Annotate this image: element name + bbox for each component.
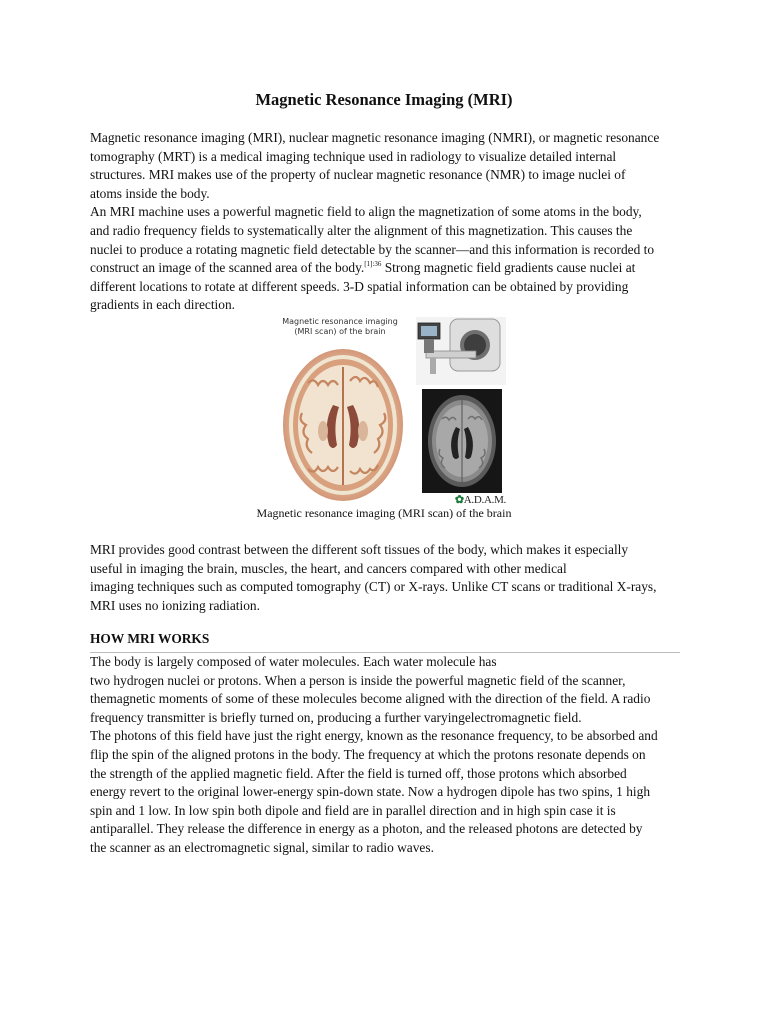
mri-scan-image — [422, 389, 502, 493]
figure-label — [270, 317, 410, 337]
text-line: An MRI machine uses a powerful magnetic field to align the magnetization of some atoms in the body, — [90, 204, 642, 220]
adam-logo — [455, 493, 506, 506]
figure-label-line: Magnetic resonance imaging — [282, 317, 398, 326]
text-line: Magnetic resonance imaging (MRI), nuclear magnetic resonance imaging (NMRI), or magnetic resonance — [90, 130, 660, 145]
intro-paragraph — [90, 129, 690, 315]
how-mri-works-paragraph — [90, 653, 690, 858]
text-line: MRI uses no ionizing radiation. — [90, 597, 260, 613]
text-line: atoms inside the body. — [90, 185, 210, 201]
page-title: Magnetic Resonance Imaging (MRI) — [255, 90, 513, 109]
text-line: energy revert to the original lower-energy spin-down state. Now a hydrogen dipole has two spins, 1 high — [90, 784, 651, 800]
text-line: the scanner as an electromagnetic signal, similar to radio waves. — [90, 839, 434, 855]
text-line: imaging techniques such as computed tomography (CT) or X-rays. Unlike CT scans or traditional X-rays, — [90, 579, 657, 595]
text-line: flip the spin of the aligned protons in the body. The frequency at which the protons resonate depends on — [90, 746, 646, 762]
text-line: gradients in each direction. — [90, 297, 236, 313]
contrast-paragraph — [90, 541, 690, 615]
text-line: useful in imaging the brain, muscles, the heart, and cancers compared with other medical — [90, 560, 567, 576]
text-line: two hydrogen nuclei or protons. When a person is inside the powerful magnetic field of the scanner, — [90, 672, 626, 688]
text-line: MRI provides good contrast between the different soft tissues of the body, which makes it especially — [90, 542, 629, 557]
adam-logo-text: A.D.A.M. — [463, 494, 506, 506]
text-line: The body is largely composed of water molecules. Each water molecule has — [90, 654, 497, 669]
text-line: antiparallel. They release the difference in energy as a photon, and the released photons are detected by — [90, 821, 643, 837]
text-line: spin and 1 low. In low spin both dipole and field are in parallel direction and in high spin case it is — [90, 802, 616, 818]
figure-caption: Magnetic resonance imaging (MRI scan) of the brain — [256, 506, 512, 520]
text-line — [90, 259, 690, 278]
text-line: themagnetic moments of some of these molecules become aligned with the direction of the field. A radio — [90, 691, 651, 707]
text-line: tomography (MRT) is a medical imaging technique used in radiology to visualize detailed internal — [90, 148, 617, 164]
mri-figure — [270, 317, 506, 507]
adam-leaf-icon: ✿ — [454, 494, 464, 506]
text-line: nuclei to produce a rotating magnetic field detectable by the scanner—and this information is recorded to — [90, 241, 655, 257]
text-line: different locations to rotate at different speeds. 3-D spatial information can be obtained by providing — [90, 278, 629, 294]
mri-scanner-illustration — [416, 317, 506, 385]
text-line: the strength of the applied magnetic field. After the field is turned off, those protons which absorbed — [90, 765, 627, 781]
figure-label-line: (MRI scan) of the brain — [294, 327, 386, 336]
text-line: frequency transmitter is briefly turned on, producing a further varyingelectromagnetic field. — [90, 709, 582, 725]
text-line: and radio frequency fields to systematically alter the alignment of this magnetization. This causes the — [90, 222, 633, 238]
citation-superscript: [1]:36 — [364, 260, 382, 269]
text-fragment: Strong magnetic field gradients cause nuclei at — [381, 260, 636, 276]
section-heading: HOW MRI WORKS — [90, 631, 210, 646]
text-line: The photons of this field have just the right energy, known as the resonance frequency, to be absorbed and — [90, 728, 658, 744]
text-line: structures. MRI makes use of the property of nuclear magnetic resonance (NMR) to image nuclei of — [90, 167, 626, 183]
text-fragment: construct an image of the scanned area of the body. — [90, 260, 365, 276]
brain-section-illustration — [278, 343, 408, 503]
